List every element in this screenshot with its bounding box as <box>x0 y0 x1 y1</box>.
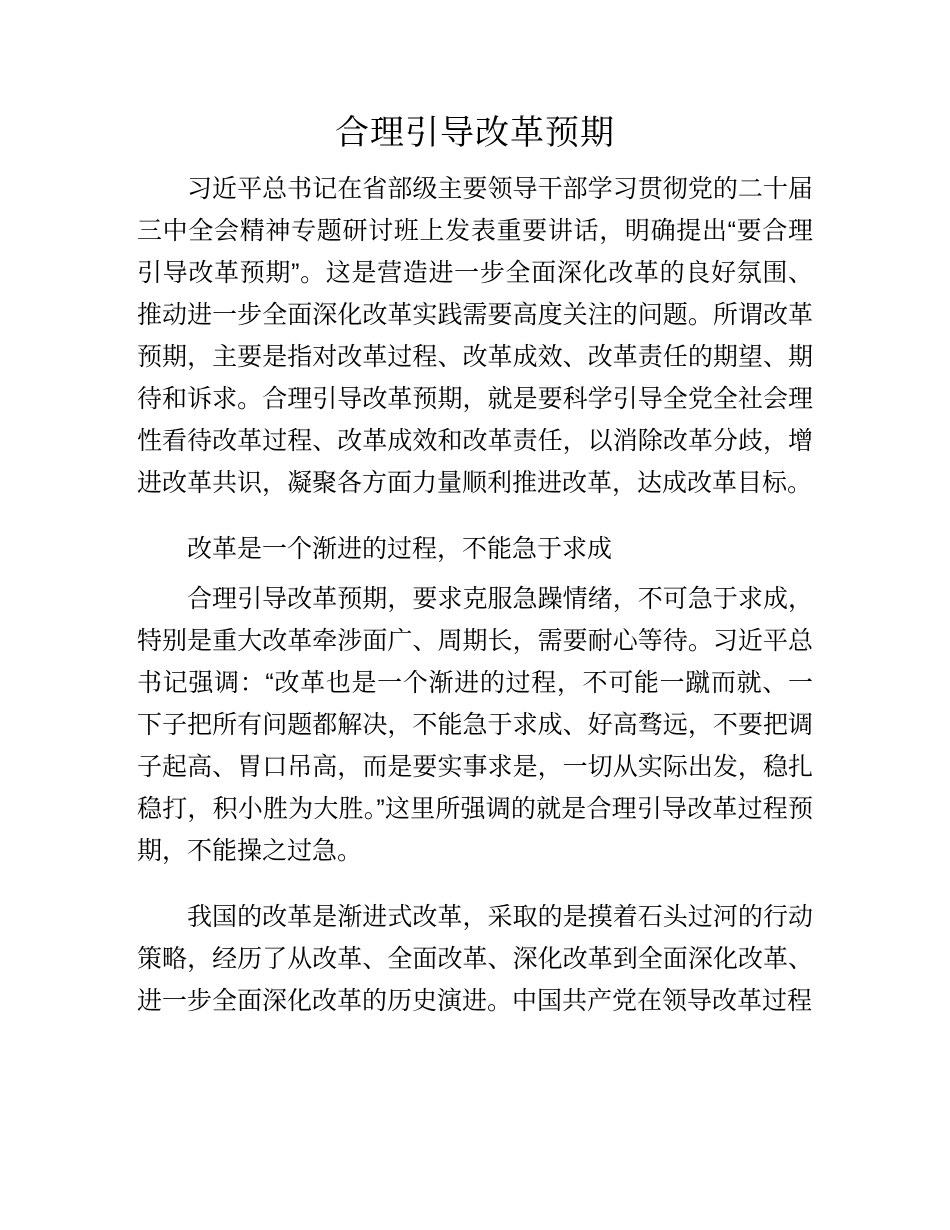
section-heading: 改革是一个渐进的过程，不能急于求成 <box>187 535 613 563</box>
paragraph-intro: 习近平总书记在省部级主要领导干部学习贯彻党的二十届三中全会精神专题研讨班上发表重要讲话，明确提出“要合理引导改革预期”。这是营造进一步全面深化改革的良好氛围、推动进一步全面深化改革实践需要高度关注的问题。所谓改革预期，主要是指对改革过程、改革成效、改革责任的期望、期待和诉求。合理引导改革预期，就是要科学引导全党全社会理性看待改革过程、改革成效和改革责任，以消除改革分歧，增进改革共识，凝聚各方面力量顺利推进改革，达成改革目标。 <box>137 175 813 497</box>
paragraph-gradual-process: 合理引导改革预期，要求克服急躁情绪，不可急于求成，特别是重大改革牵涉面广、周期长，需要耐心等待。习近平总书记强调：“改革也是一个渐进的过程，不可能一蹴而就、一下子把所有问题都解决，不能急于求成、好高骛远，不要把调子起高、胃口吊高，而是要实事求是，一切从实际出发，稳扎稳打，积小胜为大胜。”这里所强调的就是合理引导改革过程预期，不能操之过急。 <box>137 585 813 865</box>
paragraph-incremental-reform: 我国的改革是渐进式改革，采取的是摸着石头过河的行动策略，经历了从改革、全面改革、深化改革到全面深化改革、进一步全面深化改革的历史演进。中国共产党在领导改革过程 <box>137 903 813 1015</box>
document-title: 合理引导改革预期 <box>335 114 615 152</box>
